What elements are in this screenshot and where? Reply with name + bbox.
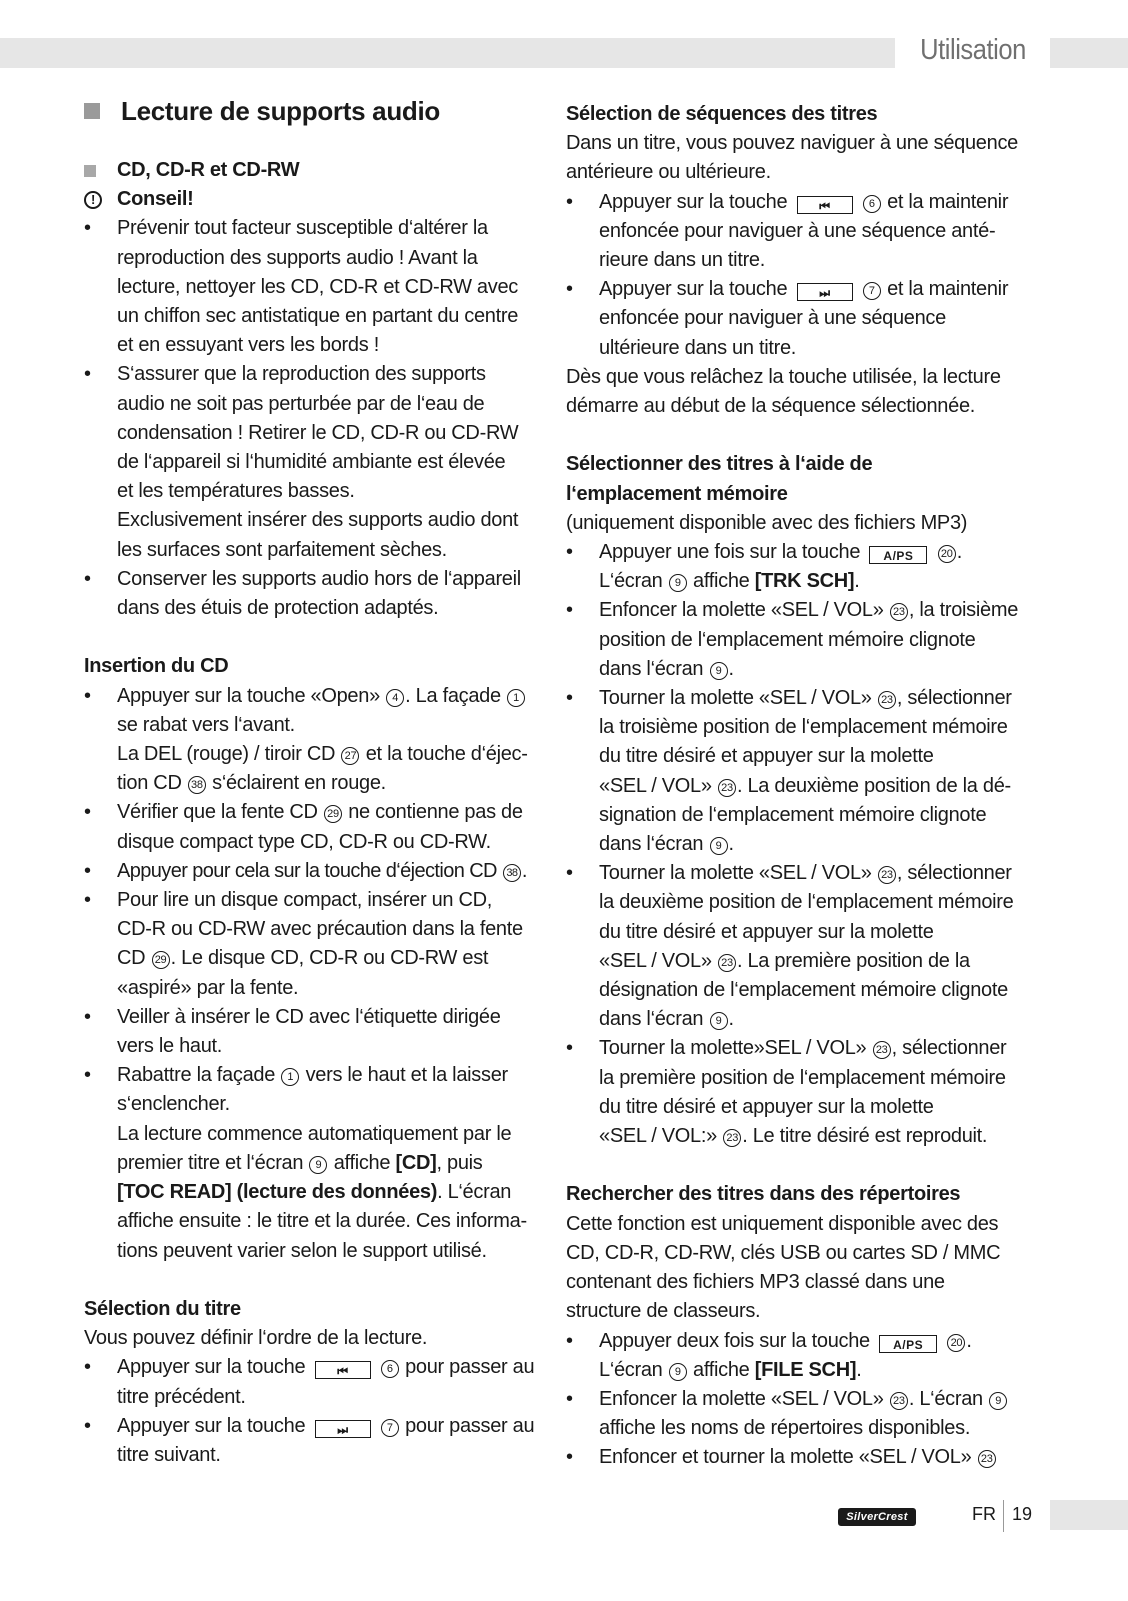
ref-number: 9: [669, 1363, 687, 1381]
section-title: Utilisation: [920, 34, 1026, 66]
warning-icon: !: [84, 191, 102, 209]
bullet-icon: •: [566, 862, 573, 885]
ref-number: 20: [938, 545, 956, 563]
footer-bar: [1050, 1500, 1128, 1530]
list-item: • Enfoncer la molette «SEL / VOL» 23 . L‘écran 9: [566, 1385, 1036, 1414]
list-item: • Conserver les supports audio hors de l‘appareil: [84, 565, 544, 594]
header-bar: [0, 38, 895, 68]
square-marker-icon: [84, 103, 100, 119]
paragraph: contenant des fichiers MP3 classé dans une: [566, 1271, 945, 1294]
list-line: enfoncée pour naviguer à une séquence: [599, 307, 946, 330]
paragraph: antérieure ou ultérieure.: [566, 161, 771, 184]
list-line: audio ne soit pas perturbée par de l‘eau de: [117, 392, 485, 415]
list-item: • Prévenir tout facteur susceptible d‘altérer la: [84, 214, 544, 243]
list-line: condensation ! Retirer le CD, CD-R ou CD-RW: [117, 421, 519, 444]
paragraph: Dès que vous relâchez la touche utilisée, la lecture: [566, 365, 1001, 388]
list-line: «SEL / VOL» 23 . La deuxième position de la dé-: [599, 774, 1011, 797]
list-item: • Veiller à insérer le CD avec l‘étiquette dirigée: [84, 1003, 544, 1032]
prev-key-icon: ⏮: [315, 1361, 371, 1379]
list-line: la première position de l‘emplacement mémoire: [599, 1066, 1006, 1089]
ref-number: 7: [381, 1419, 399, 1437]
list-line: enfoncée pour naviguer à une séquence anté-: [599, 219, 996, 242]
list-item: • Appuyer sur la touche ⏮ 6 et la maintenir: [566, 188, 1036, 217]
bullet-icon: •: [566, 1387, 573, 1410]
ref-number: 9: [710, 662, 728, 680]
list-line: «SEL / VOL» 23 . La première position de la: [599, 949, 970, 972]
list-item: • Vérifier que la fente CD 29 ne contienne pas de: [84, 798, 544, 827]
list-line: un chiffon sec antistatique en partant du centre: [117, 305, 519, 328]
ref-number: 7: [863, 282, 881, 300]
list-item: • Tourner la molette «SEL / VOL» 23 , sélectionner: [566, 684, 1036, 713]
list-line: vers le haut.: [117, 1035, 223, 1058]
list-line: reproduction des supports audio ! Avant la: [117, 246, 478, 269]
list-line: dans l‘écran 9 .: [599, 833, 734, 856]
list-line: la troisième position de l‘emplacement mémoire: [599, 716, 1008, 739]
select-heading: Sélection du titre: [84, 1297, 241, 1320]
right-column: [566, 100, 1036, 1473]
list-item: • Appuyer une fois sur la touche A/PS 20 .: [566, 538, 1036, 567]
list-line: CD 29 . Le disque CD, CD-R ou CD-RW est: [117, 947, 489, 970]
list-item: • Enfoncer la molette «SEL / VOL» 23 , la troisième: [566, 596, 1036, 625]
bullet-icon: •: [566, 1446, 573, 1469]
ref-number: 23: [878, 691, 896, 709]
list-item: • Appuyer sur la touche ⏭ 7 pour passer au: [84, 1412, 544, 1441]
bullet-icon: •: [566, 1329, 573, 1352]
prev-key-icon: ⏮: [797, 196, 853, 214]
header-bar-right: [1050, 38, 1128, 68]
paragraph: Dans un titre, vous pouvez naviguer à une séquence: [566, 132, 1018, 155]
left-column: [84, 92, 544, 1470]
list-item: • Appuyer sur la touche «Open» 4 . La façade 1: [84, 682, 544, 711]
list-line: «SEL / VOL:» 23 . Le titre désiré est reproduit.: [599, 1125, 988, 1148]
paragraph: Vous pouvez définir l‘ordre de la lecture.: [84, 1327, 428, 1350]
list-item: • Tourner la molette «SEL / VOL» 23 , sélectionner: [566, 859, 1036, 888]
ref-number: 23: [978, 1450, 996, 1468]
ref-number: 23: [718, 779, 736, 797]
list-item: • Rabattre la façade 1 vers le haut et la laisser: [84, 1061, 544, 1090]
ref-number: 6: [381, 1360, 399, 1378]
bullet-icon: •: [84, 1064, 91, 1087]
list-line: et les températures basses.: [117, 480, 355, 503]
list-line: de l‘appareil si l‘humidité ambiante est élevée: [117, 451, 506, 474]
list-line: tion CD 38 s‘éclairent en rouge.: [117, 772, 386, 795]
list-item: • Appuyer deux fois sur la touche A/PS 20 .: [566, 1327, 1036, 1356]
list-line: disque compact type CD, CD-R ou CD-RW.: [117, 830, 491, 853]
list-item: • Pour lire un disque compact, insérer un CD,: [84, 886, 544, 915]
bullet-icon: •: [84, 1356, 91, 1379]
list-line: L‘écran 9 affiche [TRK SCH].: [599, 570, 860, 593]
bullet-icon: •: [84, 1005, 91, 1028]
bullet-icon: •: [84, 684, 91, 707]
list-line: désignation de l‘emplacement mémoire clignote: [599, 979, 1008, 1002]
bullet-icon: •: [566, 190, 573, 213]
list-line: signation de l‘emplacement mémoire clignote: [599, 803, 987, 826]
aps-key-icon: A/PS: [879, 1335, 937, 1353]
list-line: se rabat vers l‘avant.: [117, 713, 295, 736]
ref-number: 27: [341, 747, 359, 765]
brand-logo: SilverCrest: [838, 1508, 916, 1526]
aps-key-icon: A/PS: [869, 546, 927, 564]
ref-number: 9: [309, 1156, 327, 1174]
list-item: • Tourner la molette»SEL / VOL» 23 , sélectionner: [566, 1034, 1036, 1063]
ref-number: 23: [890, 603, 908, 621]
list-line: titre suivant.: [117, 1443, 221, 1466]
bullet-icon: •: [84, 567, 91, 590]
bullet-icon: •: [84, 801, 91, 824]
bullet-icon: •: [566, 278, 573, 301]
ref-number: 1: [507, 689, 525, 707]
list-line: la deuxième position de l‘emplacement mémoire: [599, 891, 1014, 914]
bullet-icon: •: [566, 541, 573, 564]
ref-number: 23: [718, 954, 736, 972]
language-code: FR: [972, 1504, 996, 1524]
list-item: • Appuyer pour cela sur la touche d‘éjection CD 38 .: [84, 857, 544, 886]
paragraph: structure de classeurs.: [566, 1300, 761, 1323]
list-line: Exclusivement insérer des supports audio dont: [117, 509, 519, 532]
list-line: «aspiré» par la fente.: [117, 976, 299, 999]
ref-number: 9: [710, 837, 728, 855]
list-line: affiche ensuite : le titre et la durée. Ces informa-: [117, 1210, 527, 1233]
paragraph: Cette fonction est uniquement disponible avec des: [566, 1212, 999, 1235]
small-square-icon: [84, 165, 96, 177]
list-line: La lecture commence automatiquement par le: [117, 1122, 512, 1145]
bullet-icon: •: [84, 363, 91, 386]
list-line: titre précédent.: [117, 1385, 246, 1408]
bullet-icon: •: [84, 889, 91, 912]
paragraph: CD, CD-R, CD-RW, clés USB ou cartes SD / MMC: [566, 1241, 1001, 1264]
list-item: • Appuyer sur la touche ⏭ 7 et la maintenir: [566, 275, 1036, 304]
ref-number: 23: [873, 1041, 891, 1059]
insert-list: [84, 682, 544, 1266]
ref-number: 23: [890, 1392, 908, 1410]
ref-number: 38: [503, 864, 521, 882]
list-line: rieure dans un titre.: [599, 249, 766, 272]
ref-number: 29: [324, 805, 342, 823]
list-line: les surfaces sont parfaitement sèches.: [117, 538, 447, 561]
mem-heading: l‘emplacement mémoire: [566, 482, 788, 505]
ref-number: 9: [989, 1392, 1007, 1410]
subheading: CD, CD-R et CD-RW: [84, 156, 544, 185]
page-number: 19: [1012, 1504, 1033, 1524]
list-line: La DEL (rouge) / tiroir CD 27 et la touche d‘éjec-: [117, 743, 528, 766]
list-line: L‘écran 9 affiche [FILE SCH].: [599, 1358, 862, 1381]
list-line: du titre désiré et appuyer sur la molette: [599, 920, 934, 943]
list-line: lecture, nettoyer les CD, CD-R et CD-RW avec: [117, 275, 518, 298]
bullet-icon: •: [84, 1414, 91, 1437]
ref-number: 9: [669, 574, 687, 592]
tip-heading: ! Conseil!: [84, 185, 544, 214]
list-line: dans l‘écran 9 .: [599, 657, 734, 680]
bullet-icon: •: [566, 599, 573, 622]
list-line: position de l‘emplacement mémoire clignote: [599, 628, 976, 651]
ref-number: 1: [281, 1068, 299, 1086]
mem-heading: Sélectionner des titres à l‘aide de: [566, 453, 873, 476]
divider: [1003, 1500, 1004, 1532]
list-item: • Enfoncer et tourner la molette «SEL / VOL» 23: [566, 1443, 1036, 1472]
next-key-icon: ⏭: [315, 1420, 371, 1438]
seq-heading: Sélection de séquences des titres: [566, 103, 878, 125]
list-line: s‘enclencher.: [117, 1093, 230, 1116]
bullet-icon: •: [84, 217, 91, 240]
bullet-icon: •: [84, 859, 91, 882]
list-line: premier titre et l‘écran 9 affiche [CD], puis: [117, 1151, 483, 1174]
ref-number: 29: [152, 951, 170, 969]
list-line: du titre désiré et appuyer sur la molette: [599, 745, 934, 768]
list-line: affiche les noms de répertoires disponibles.: [599, 1417, 971, 1440]
insert-heading: Insertion du CD: [84, 655, 229, 678]
list-line: tions peuvent varier selon le support utilisé.: [117, 1239, 487, 1262]
list-line: dans des étuis de protection adaptés.: [117, 597, 439, 620]
bullet-icon: •: [566, 687, 573, 710]
list-line: et en essuyant vers les bords !: [117, 334, 379, 357]
ref-number: 9: [710, 1012, 728, 1030]
page-heading: Lecture de supports audio: [84, 92, 544, 130]
dir-heading: Rechercher des titres dans des répertoires: [566, 1183, 961, 1206]
paragraph: (uniquement disponible avec des fichiers MP3): [566, 511, 968, 534]
ref-number: 20: [947, 1334, 965, 1352]
list-item: • Appuyer sur la touche ⏮ 6 pour passer au: [84, 1353, 544, 1382]
ref-number: 6: [863, 195, 881, 213]
list-line: ultérieure dans un titre.: [599, 336, 797, 359]
list-line: CD-R ou CD-RW avec précaution dans la fente: [117, 918, 523, 941]
paragraph: démarre au début de la séquence sélectionnée.: [566, 395, 976, 418]
list-item: • S‘assurer que la reproduction des supports: [84, 360, 544, 389]
bullet-icon: •: [566, 1037, 573, 1060]
ref-number: 23: [723, 1129, 741, 1147]
list-line: [TOC READ] (lecture des données). L‘écran: [117, 1181, 512, 1204]
ref-number: 23: [878, 866, 896, 884]
ref-number: 38: [188, 776, 206, 794]
ref-number: 4: [386, 689, 404, 707]
list-line: du titre désiré et appuyer sur la molette: [599, 1095, 934, 1118]
list-line: dans l‘écran 9 .: [599, 1008, 734, 1031]
tip-list: [84, 214, 544, 623]
next-key-icon: ⏭: [797, 283, 853, 301]
